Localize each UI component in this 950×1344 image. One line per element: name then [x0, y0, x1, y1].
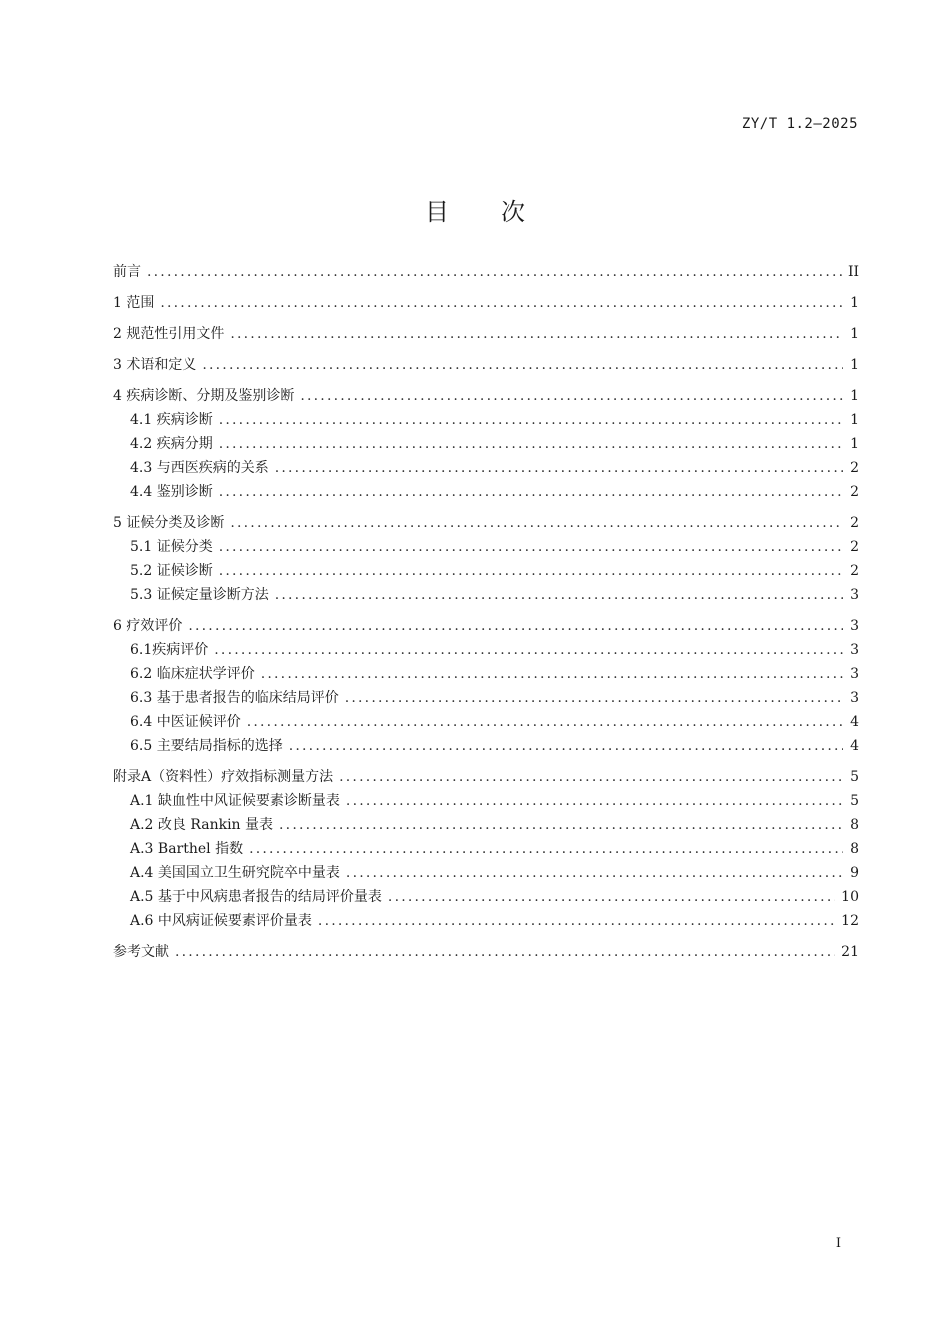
toc-entry-page: 2 [850, 515, 859, 531]
toc-entry-label: A.3 Barthel 指数 [130, 841, 244, 857]
dot-leader [275, 587, 843, 603]
toc-entry-label: 前言 [113, 264, 141, 280]
toc-entry-label: 6.1疾病评价 [130, 642, 209, 658]
toc-entry-label: 4.2 疾病分期 [130, 436, 213, 452]
toc-entry-page: 3 [850, 618, 859, 634]
page-number: I [835, 1236, 841, 1251]
toc-entry[interactable] [113, 615, 859, 639]
dot-leader [300, 388, 843, 404]
toc-entry-page: 3 [850, 587, 859, 603]
toc-entry-page: 10 [841, 889, 859, 905]
toc-entry-page: 8 [850, 841, 859, 857]
toc-entry-label: 4.1 疾病诊断 [130, 412, 213, 428]
toc-entry[interactable] [113, 457, 859, 481]
toc-entry[interactable] [113, 323, 859, 347]
toc-entry-page: 2 [850, 460, 859, 476]
toc-entry[interactable] [113, 910, 859, 934]
toc-entry-page: 5 [850, 769, 859, 785]
toc-entry-page: 12 [841, 913, 859, 929]
toc-entry-label: 4 疾病诊断、分期及鉴别诊断 [113, 388, 295, 404]
toc-entry-label: 附录A（资料性）疗效指标测量方法 [113, 769, 334, 785]
toc-entry-page: 1 [850, 295, 859, 311]
toc-entry[interactable] [113, 687, 859, 711]
toc-entry[interactable] [113, 639, 859, 663]
dot-leader [249, 841, 843, 857]
page-title: 目次 [425, 198, 577, 226]
dot-leader [388, 889, 835, 905]
toc-entry-page: 1 [850, 412, 859, 428]
toc-entry-page: 4 [850, 738, 859, 754]
dot-leader [339, 769, 843, 785]
toc-entry-label: A.4 美国国立卫生研究院卒中量表 [130, 865, 340, 881]
toc-entry-label: A.6 中风病证候要素评价量表 [130, 913, 312, 929]
toc-entry-page: 5 [850, 793, 859, 809]
dot-leader [289, 738, 843, 754]
toc-entry[interactable] [113, 735, 859, 759]
toc-entry[interactable] [113, 354, 859, 378]
dot-leader [279, 817, 843, 833]
toc-entry-page: 2 [850, 563, 859, 579]
dot-leader [345, 690, 843, 706]
toc-entry[interactable] [113, 481, 859, 505]
toc-entry-label: 6 疗效评价 [113, 618, 183, 634]
toc-entry-page: 1 [850, 357, 859, 373]
toc-entry[interactable] [113, 814, 859, 838]
toc-entry[interactable] [113, 941, 859, 965]
toc-entry[interactable] [113, 886, 859, 910]
toc-entry-page: 3 [850, 666, 859, 682]
toc-entry-label: 5 证候分类及诊断 [113, 515, 225, 531]
toc-entry[interactable] [113, 766, 859, 790]
toc-entry-page: 2 [850, 484, 859, 500]
toc-entry-page: 21 [841, 944, 859, 960]
dot-leader [219, 436, 843, 452]
dot-leader [230, 515, 843, 531]
toc-entry-label: 3 术语和定义 [113, 357, 197, 373]
toc-entry[interactable] [113, 292, 859, 316]
toc-entry-label: 5.1 证候分类 [130, 539, 213, 555]
dot-leader [219, 563, 843, 579]
dot-leader [219, 539, 843, 555]
toc-entry-label: 6.3 基于患者报告的临床结局评价 [130, 690, 339, 706]
dot-leader [346, 793, 843, 809]
dot-leader [261, 666, 843, 682]
toc-entry[interactable] [113, 409, 859, 433]
toc-entry[interactable] [113, 512, 859, 536]
toc-entry-label: 4.3 与西医疾病的关系 [130, 460, 269, 476]
toc-entry-page: 1 [850, 388, 859, 404]
toc-entry[interactable] [113, 385, 859, 409]
toc-entry[interactable] [113, 261, 859, 285]
dot-leader [214, 642, 843, 658]
toc-entry-page: 2 [850, 539, 859, 555]
dot-leader [202, 357, 843, 373]
dot-leader [346, 865, 843, 881]
dot-leader [219, 412, 843, 428]
toc-entry-page: 3 [850, 690, 859, 706]
toc-entry-label: A.2 改良 Rankin 量表 [130, 817, 274, 833]
dot-leader [318, 913, 835, 929]
toc-entry-label: 2 规范性引用文件 [113, 326, 225, 342]
toc-entry-label: 6.4 中医证候评价 [130, 714, 241, 730]
dot-leader [147, 264, 842, 280]
toc-entry-page: 1 [850, 436, 859, 452]
toc-entry-page: 9 [850, 865, 859, 881]
toc-entry-label: A.5 基于中风病患者报告的结局评价量表 [130, 889, 382, 905]
toc-entry[interactable] [113, 663, 859, 687]
standard-code: ZY/T 1.2—2025 [741, 116, 858, 132]
toc-entry-label: A.1 缺血性中风证候要素诊断量表 [130, 793, 340, 809]
dot-leader [275, 460, 843, 476]
toc-entry[interactable] [113, 536, 859, 560]
toc-entry-page: 4 [850, 714, 859, 730]
toc-entry-page: II [847, 264, 859, 280]
dot-leader [175, 944, 835, 960]
dot-leader [219, 484, 843, 500]
toc-entry[interactable] [113, 433, 859, 457]
toc-entry-label: 5.3 证候定量诊断方法 [130, 587, 269, 603]
toc-entry-label: 6.2 临床症状学评价 [130, 666, 255, 682]
toc-entry-label: 4.4 鉴别诊断 [130, 484, 213, 500]
toc-entry[interactable] [113, 560, 859, 584]
dot-leader [230, 326, 843, 342]
toc-entry[interactable] [113, 790, 859, 814]
toc-entry-page: 8 [850, 817, 859, 833]
dot-leader [188, 618, 843, 634]
toc-entry[interactable] [113, 838, 859, 862]
toc-entry[interactable] [113, 711, 859, 735]
toc-entry-page: 1 [850, 326, 859, 342]
toc-entry-label: 参考文献 [113, 944, 169, 960]
toc-entry[interactable] [113, 584, 859, 608]
toc-entry-label: 6.5 主要结局指标的选择 [130, 738, 283, 754]
toc-entry-label: 5.2 证候诊断 [130, 563, 213, 579]
toc-entry-page: 3 [850, 642, 859, 658]
toc-entry-label: 1 范围 [113, 295, 155, 311]
dot-leader [160, 295, 843, 311]
table-of-contents [113, 261, 859, 965]
dot-leader [247, 714, 843, 730]
toc-entry[interactable] [113, 862, 859, 886]
